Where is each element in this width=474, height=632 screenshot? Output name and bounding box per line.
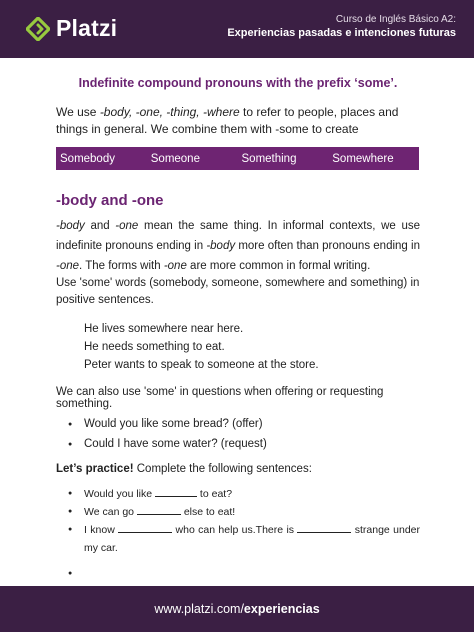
example-sentence: Peter wants to speak to someone at the store. [84,359,319,371]
table-cell-someone: Someone [150,152,200,165]
empty-bullet: ● [68,570,73,577]
intro-text-c: to refer to people, places and things in general. We combine them with -some to create [56,105,399,136]
positive-sentences-paragraph: Use 'some' words (somebody, someone, somewhere and something) in positive sentences. [56,277,420,306]
answer-blank[interactable] [155,487,197,497]
platzi-logo [26,15,117,42]
term-one: -one [115,220,139,232]
text: more often than pronouns ending in [235,240,420,252]
questions-paragraph: We can also use 'some' in questions when offering or requesting something. [56,386,384,410]
text: strange under my car. [84,524,420,554]
footer-url-prefix: www.platzi.com/ [154,602,244,616]
intro-text-a: We use [56,105,100,119]
some-words-table [56,147,419,170]
table-cell-somebody: Somebody [60,152,115,165]
exercise-item [56,521,420,557]
example-sentence: He lives somewhere near here. [84,323,244,335]
logo-text: Platzi [56,15,118,41]
text: and [84,220,116,232]
table-cell-something: Something [241,152,297,165]
practice-text: Complete the following sentences: [133,463,312,475]
text: who can help us.There is [172,524,298,536]
practice-label: Let’s practice! [56,463,134,475]
term-one: -one [56,260,80,272]
practice-instructions [56,463,312,475]
list-item: ● Could I have some water? (request) [56,434,420,454]
term-body: -body [206,240,236,252]
exercise-item [56,503,420,521]
section-heading: -body and -one [56,192,164,209]
page-title: Indefinite compound pronouns with the prefix ‘some’. [78,76,398,90]
platzi-logo-icon [26,17,50,41]
exercise-item [56,485,420,503]
footer-url-path: experiencias [243,602,320,616]
body-one-paragraph [56,216,420,276]
list-item: ● Would you like some bread? (offer) [56,414,420,434]
answer-blank[interactable] [297,523,351,533]
question-list [56,414,420,454]
page-footer [0,586,474,632]
text: mean the same thing. In informal contexts, we use indefinite pronouns ending in [56,220,421,252]
text: . The forms with [79,260,164,272]
text: are more common in formal writing. [186,260,371,272]
answer-blank[interactable] [118,523,172,533]
table-cell-somewhere: Somewhere [332,152,394,165]
answer-blank[interactable] [137,505,181,515]
example-sentence: He needs something to eat. [84,341,225,353]
course-subtitle: Experiencias pasadas e intenciones futuras [227,27,456,39]
intro-suffixes: -body, -one, -thing, -where [99,105,240,119]
intro-paragraph [56,104,420,137]
text: Would you like [84,488,156,500]
text: else to eat! [180,506,236,518]
course-name: Curso de Inglés Básico A2: [335,14,456,25]
page-header [0,0,474,58]
text: to eat? [197,488,233,500]
exercise-list [56,485,420,557]
example-sentences [84,320,319,374]
text: I know [84,524,119,536]
text: We can go [84,506,137,518]
term-body: -body [56,220,85,232]
course-title [227,14,456,39]
term-one: -one [163,260,187,272]
